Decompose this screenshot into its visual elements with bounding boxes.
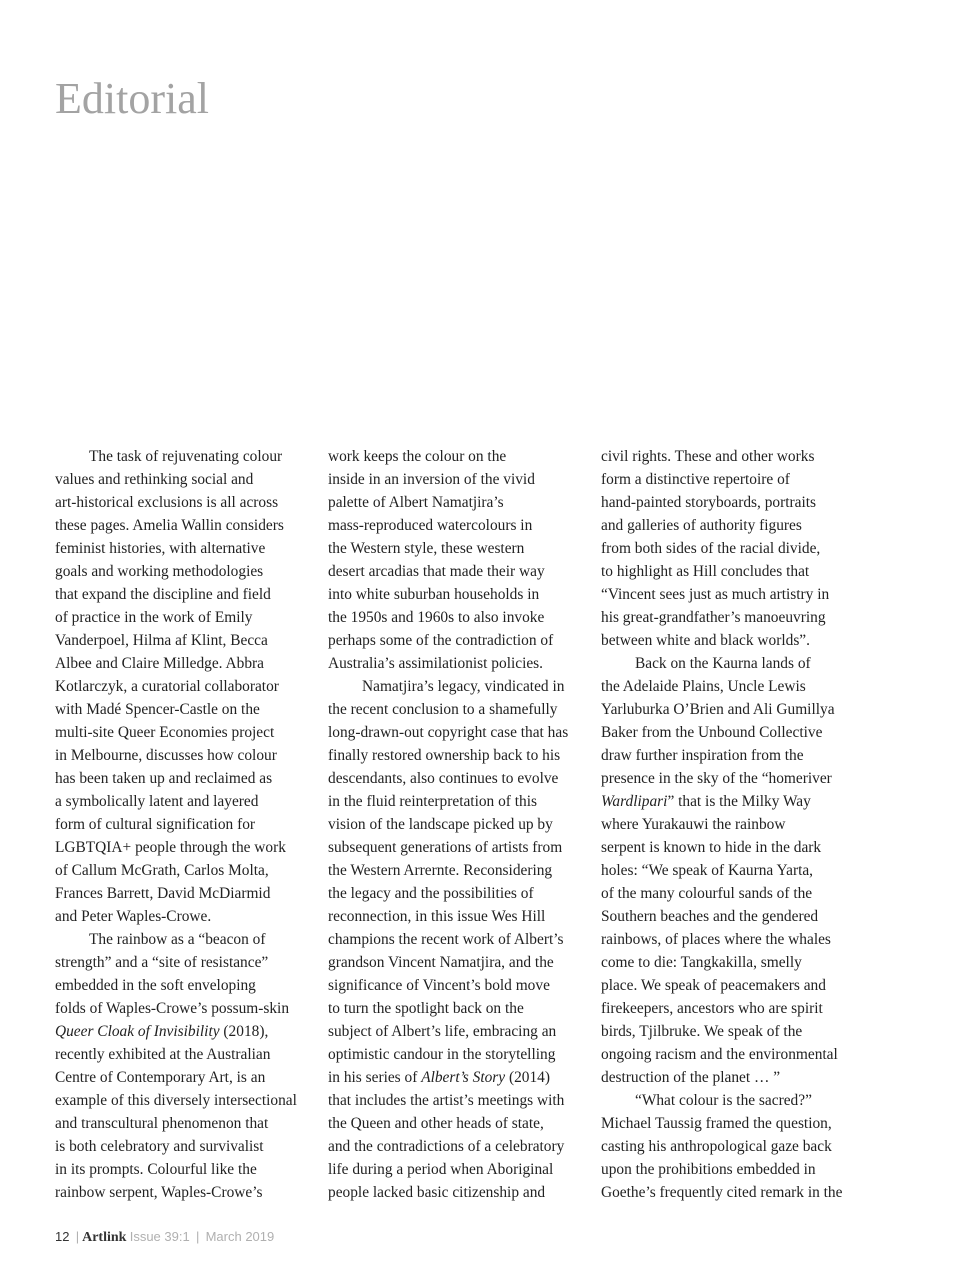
text-line	[328, 882, 568, 905]
text-run: palette of Albert Namatjira’s	[328, 494, 504, 511]
text-line	[328, 1020, 568, 1043]
text-line	[55, 859, 297, 882]
text-run: Goethe’s frequently cited remark in the	[601, 1184, 843, 1201]
text-line	[601, 629, 842, 652]
text-line	[328, 629, 568, 652]
page-footer	[55, 1229, 274, 1246]
text-run: work keeps the colour on the	[328, 448, 507, 465]
text-line	[601, 1112, 842, 1135]
text-line	[55, 468, 297, 491]
text-run: and the contradictions of a celebratory	[328, 1138, 565, 1155]
text-run: form a distinctive repertoire of	[601, 471, 790, 488]
text-line	[328, 721, 568, 744]
text-run: come to die: Tangkakilla, smelly	[601, 954, 802, 971]
text-line	[55, 836, 297, 859]
page-title: Editorial	[55, 74, 209, 124]
text-run: subject of Albert’s life, embracing an	[328, 1023, 557, 1040]
text-line	[328, 813, 568, 836]
text-run: has been taken up and reclaimed as	[55, 770, 273, 787]
text-run: Namatjira’s legacy, vindicated in	[362, 678, 565, 695]
text-run: (2014)	[505, 1069, 551, 1086]
text-run: the Western style, these western	[328, 540, 525, 557]
text-line	[55, 1043, 297, 1066]
text-line	[601, 951, 842, 974]
text-run: significance of Vincent’s bold move	[328, 977, 550, 994]
text-line	[328, 445, 568, 468]
text-line	[601, 859, 842, 882]
text-line	[601, 997, 842, 1020]
text-run: a symbolically latent and layered	[55, 793, 259, 810]
text-run: life during a period when Aboriginal	[328, 1161, 554, 1178]
italic-title: Wardlipari	[601, 793, 668, 810]
text-run: inside in an inversion of the vivid	[328, 471, 535, 488]
text-run: hand-painted storyboards, portraits	[601, 494, 816, 511]
text-run: perhaps some of the contradiction of	[328, 632, 554, 649]
text-line	[328, 951, 568, 974]
text-line	[55, 629, 297, 652]
text-run: Southern beaches and the gendered	[601, 908, 819, 925]
text-line	[601, 491, 842, 514]
text-line	[328, 928, 568, 951]
text-run: reconnection, in this issue Wes Hill	[328, 908, 546, 925]
text-run: between white and black worlds”.	[601, 632, 810, 649]
text-run: form of cultural signification for	[55, 816, 256, 833]
text-line	[55, 491, 297, 514]
italic-title: Queer Cloak of Invisibility	[55, 1023, 220, 1040]
text-run: the Queen and other heads of state,	[328, 1115, 544, 1132]
issue-date: March 2019	[205, 1229, 275, 1244]
text-run: civil rights. These and other works	[601, 448, 815, 465]
text-run: Michael Taussig framed the question,	[601, 1115, 832, 1132]
text-run: the legacy and the possibilities of	[328, 885, 534, 902]
text-line	[55, 1020, 297, 1043]
text-line	[55, 537, 297, 560]
text-line	[601, 468, 842, 491]
text-line	[601, 1181, 842, 1204]
text-line	[55, 583, 297, 606]
text-line	[55, 905, 297, 928]
text-run: firekeepers, ancestors who are spirit	[601, 1000, 823, 1017]
text-line	[55, 790, 297, 813]
text-run: values and rethinking social and	[55, 471, 254, 488]
text-line	[601, 560, 842, 583]
text-run: is both celebratory and survivalist	[55, 1138, 264, 1155]
text-line	[55, 1089, 297, 1112]
publication-name: Artlink	[82, 1230, 127, 1245]
text-line	[601, 514, 842, 537]
text-line	[328, 1181, 568, 1204]
text-line	[328, 1112, 568, 1135]
text-line	[601, 836, 842, 859]
text-run: The task of rejuvenating colour	[89, 448, 283, 465]
text-run: finally restored ownership back to his	[328, 747, 561, 764]
text-run: presence in the sky of the “homeriver	[601, 770, 832, 787]
text-line	[55, 767, 297, 790]
text-run: draw further inspiration from the	[601, 747, 804, 764]
text-run: people lacked basic citizenship and	[328, 1184, 546, 1201]
text-run: in its prompts. Colourful like the	[55, 1161, 257, 1178]
text-line	[601, 744, 842, 767]
text-line	[55, 997, 297, 1020]
text-line	[601, 813, 842, 836]
text-run: rainbows, of places where the whales	[601, 931, 831, 948]
text-run: birds, Tjilbruke. We speak of the	[601, 1023, 803, 1040]
text-line	[601, 790, 842, 813]
text-run: optimistic candour in the storytelling	[328, 1046, 556, 1063]
page-number: 12	[55, 1229, 70, 1244]
text-line	[328, 675, 568, 698]
text-run: Baker from the Unbound Collective	[601, 724, 823, 741]
text-run: folds of Waples-Crowe’s possum-skin	[55, 1000, 290, 1017]
text-run: holes: “We speak of Kaurna Yarta,	[601, 862, 814, 879]
text-line	[55, 974, 297, 997]
text-run: and transcultural phenomenon that	[55, 1115, 269, 1132]
text-run: mass-reproduced watercolours in	[328, 517, 533, 534]
text-run: upon the prohibitions embedded in	[601, 1161, 816, 1178]
text-run: Centre of Contemporary Art, is an	[55, 1069, 266, 1086]
text-line	[601, 1066, 842, 1089]
text-run: “What colour is the sacred?”	[635, 1092, 812, 1109]
text-line	[55, 560, 297, 583]
text-line	[55, 1135, 297, 1158]
text-run: Albee and Claire Milledge. Abbra	[55, 655, 264, 672]
text-line	[601, 974, 842, 997]
text-line	[601, 1135, 842, 1158]
text-run: in Melbourne, discusses how colour	[55, 747, 277, 764]
italic-title: Albert’s Story	[421, 1069, 506, 1086]
text-line	[328, 583, 568, 606]
text-column-2	[328, 445, 568, 1204]
text-run: art-historical exclusions is all across	[55, 494, 279, 511]
text-line	[328, 790, 568, 813]
text-line	[601, 1020, 842, 1043]
text-run: and galleries of authority figures	[601, 517, 802, 534]
text-run: goals and working methodologies	[55, 563, 264, 580]
text-line	[601, 675, 842, 698]
text-column-1	[55, 445, 297, 1204]
text-run: of Callum McGrath, Carlos Molta,	[55, 862, 269, 879]
text-run: Kotlarczyk, a curatorial collaborator	[55, 678, 279, 695]
text-line	[601, 882, 842, 905]
text-line	[601, 606, 842, 629]
text-run: in the fluid reinterpretation of this	[328, 793, 537, 810]
text-run: the recent conclusion to a shamefully	[328, 701, 558, 718]
text-line	[55, 652, 297, 675]
text-run: these pages. Amelia Wallin considers	[55, 517, 284, 534]
text-run: to turn the spotlight back on the	[328, 1000, 524, 1017]
text-line	[328, 1089, 568, 1112]
text-run: into white suburban households in	[328, 586, 540, 603]
text-run: long-drawn-out copyright case that has	[328, 724, 569, 741]
text-run: feminist histories, with alternative	[55, 540, 266, 557]
text-line	[328, 606, 568, 629]
text-line	[328, 744, 568, 767]
text-line	[601, 1158, 842, 1181]
text-run: recently exhibited at the Australian	[55, 1046, 271, 1063]
text-run: Vanderpoel, Hilma af Klint, Becca	[55, 632, 268, 649]
text-line	[55, 813, 297, 836]
text-run: (2018),	[219, 1023, 269, 1040]
text-run: to highlight as Hill concludes that	[601, 563, 810, 580]
text-run: rainbow serpent, Waples-Crowe’s	[55, 1184, 263, 1201]
text-run: “Vincent sees just as much artistry in	[601, 586, 830, 603]
text-run: The rainbow as a “beacon of	[89, 931, 266, 948]
text-line	[328, 767, 568, 790]
text-line	[55, 1066, 297, 1089]
text-line	[55, 744, 297, 767]
text-line	[328, 560, 568, 583]
text-line	[55, 606, 297, 629]
text-line	[328, 1066, 568, 1089]
text-run: serpent is known to hide in the dark	[601, 839, 822, 856]
text-line	[601, 905, 842, 928]
text-line	[328, 905, 568, 928]
text-run: embedded in the soft enveloping	[55, 977, 256, 994]
text-line	[601, 652, 842, 675]
text-line	[328, 537, 568, 560]
text-line	[328, 836, 568, 859]
text-run: and Peter Waples-Crowe.	[55, 908, 212, 925]
text-column-3	[601, 445, 842, 1204]
text-run: Back on the Kaurna lands of	[635, 655, 811, 672]
text-run: LGBTQIA+ people through the work	[55, 839, 286, 856]
text-line	[55, 882, 297, 905]
text-run: ongoing racism and the environmental	[601, 1046, 838, 1063]
text-line	[328, 1158, 568, 1181]
text-line	[328, 468, 568, 491]
text-run: of practice in the work of Emily	[55, 609, 253, 626]
text-run: vision of the landscape picked up by	[328, 816, 553, 833]
text-line	[328, 859, 568, 882]
text-line	[328, 997, 568, 1020]
text-line	[55, 928, 297, 951]
text-run: example of this diversely intersectional	[55, 1092, 297, 1109]
issue-label: Issue 39:1	[129, 1229, 190, 1244]
text-run: from both sides of the racial divide,	[601, 540, 821, 557]
text-run: place. We speak of peacemakers and	[601, 977, 826, 994]
text-line	[328, 652, 568, 675]
text-line	[601, 583, 842, 606]
text-run: that includes the artist’s meetings with	[328, 1092, 565, 1109]
text-run: in his series of	[328, 1069, 422, 1086]
text-run: subsequent generations of artists from	[328, 839, 563, 856]
text-run: with Madé Spencer-Castle on the	[55, 701, 260, 718]
text-run: his great-grandfather’s manoeuvring	[601, 609, 826, 626]
text-line	[328, 514, 568, 537]
text-line	[601, 767, 842, 790]
text-line	[601, 928, 842, 951]
text-line	[55, 445, 297, 468]
text-run: grandson Vincent Namatjira, and the	[328, 954, 554, 971]
text-line	[55, 721, 297, 744]
text-run: the Adelaide Plains, Uncle Lewis	[601, 678, 806, 695]
text-line	[55, 698, 297, 721]
text-line	[601, 445, 842, 468]
text-run: that expand the discipline and field	[55, 586, 271, 603]
text-line	[55, 514, 297, 537]
text-run: the 1950s and 1960s to also invoke	[328, 609, 545, 626]
text-run: Australia’s assimilationist policies.	[328, 655, 544, 672]
text-run: the Western Arrernte. Reconsidering	[328, 862, 553, 879]
text-line	[601, 1043, 842, 1066]
text-line	[328, 1043, 568, 1066]
text-line	[601, 1089, 842, 1112]
text-run: strength” and a “site of resistance”	[55, 954, 269, 971]
text-line	[55, 951, 297, 974]
text-line	[55, 1181, 297, 1204]
text-line	[328, 1135, 568, 1158]
footer-separator: |	[195, 1229, 200, 1244]
text-run: ” that is the Milky Way	[667, 793, 811, 810]
text-run: multi-site Queer Economies project	[55, 724, 275, 741]
text-run: casting his anthropological gaze back	[601, 1138, 832, 1155]
text-line	[328, 698, 568, 721]
text-line	[55, 675, 297, 698]
text-line	[601, 537, 842, 560]
text-run: desert arcadias that made their way	[328, 563, 545, 580]
text-line	[55, 1112, 297, 1135]
text-line	[328, 491, 568, 514]
text-line	[328, 974, 568, 997]
text-line	[601, 698, 842, 721]
text-run: of the many colourful sands of the	[601, 885, 813, 902]
footer-separator: |	[75, 1229, 80, 1244]
text-run: descendants, also continues to evolve	[328, 770, 559, 787]
text-run: champions the recent work of Albert’s	[328, 931, 564, 948]
text-run: where Yurakauwi the rainbow	[601, 816, 786, 833]
text-run: Frances Barrett, David McDiarmid	[55, 885, 271, 902]
text-run: destruction of the planet … ”	[601, 1069, 781, 1086]
text-run: Yarluburka O’Brien and Ali Gumillya	[601, 701, 835, 718]
text-line	[601, 721, 842, 744]
text-line	[55, 1158, 297, 1181]
